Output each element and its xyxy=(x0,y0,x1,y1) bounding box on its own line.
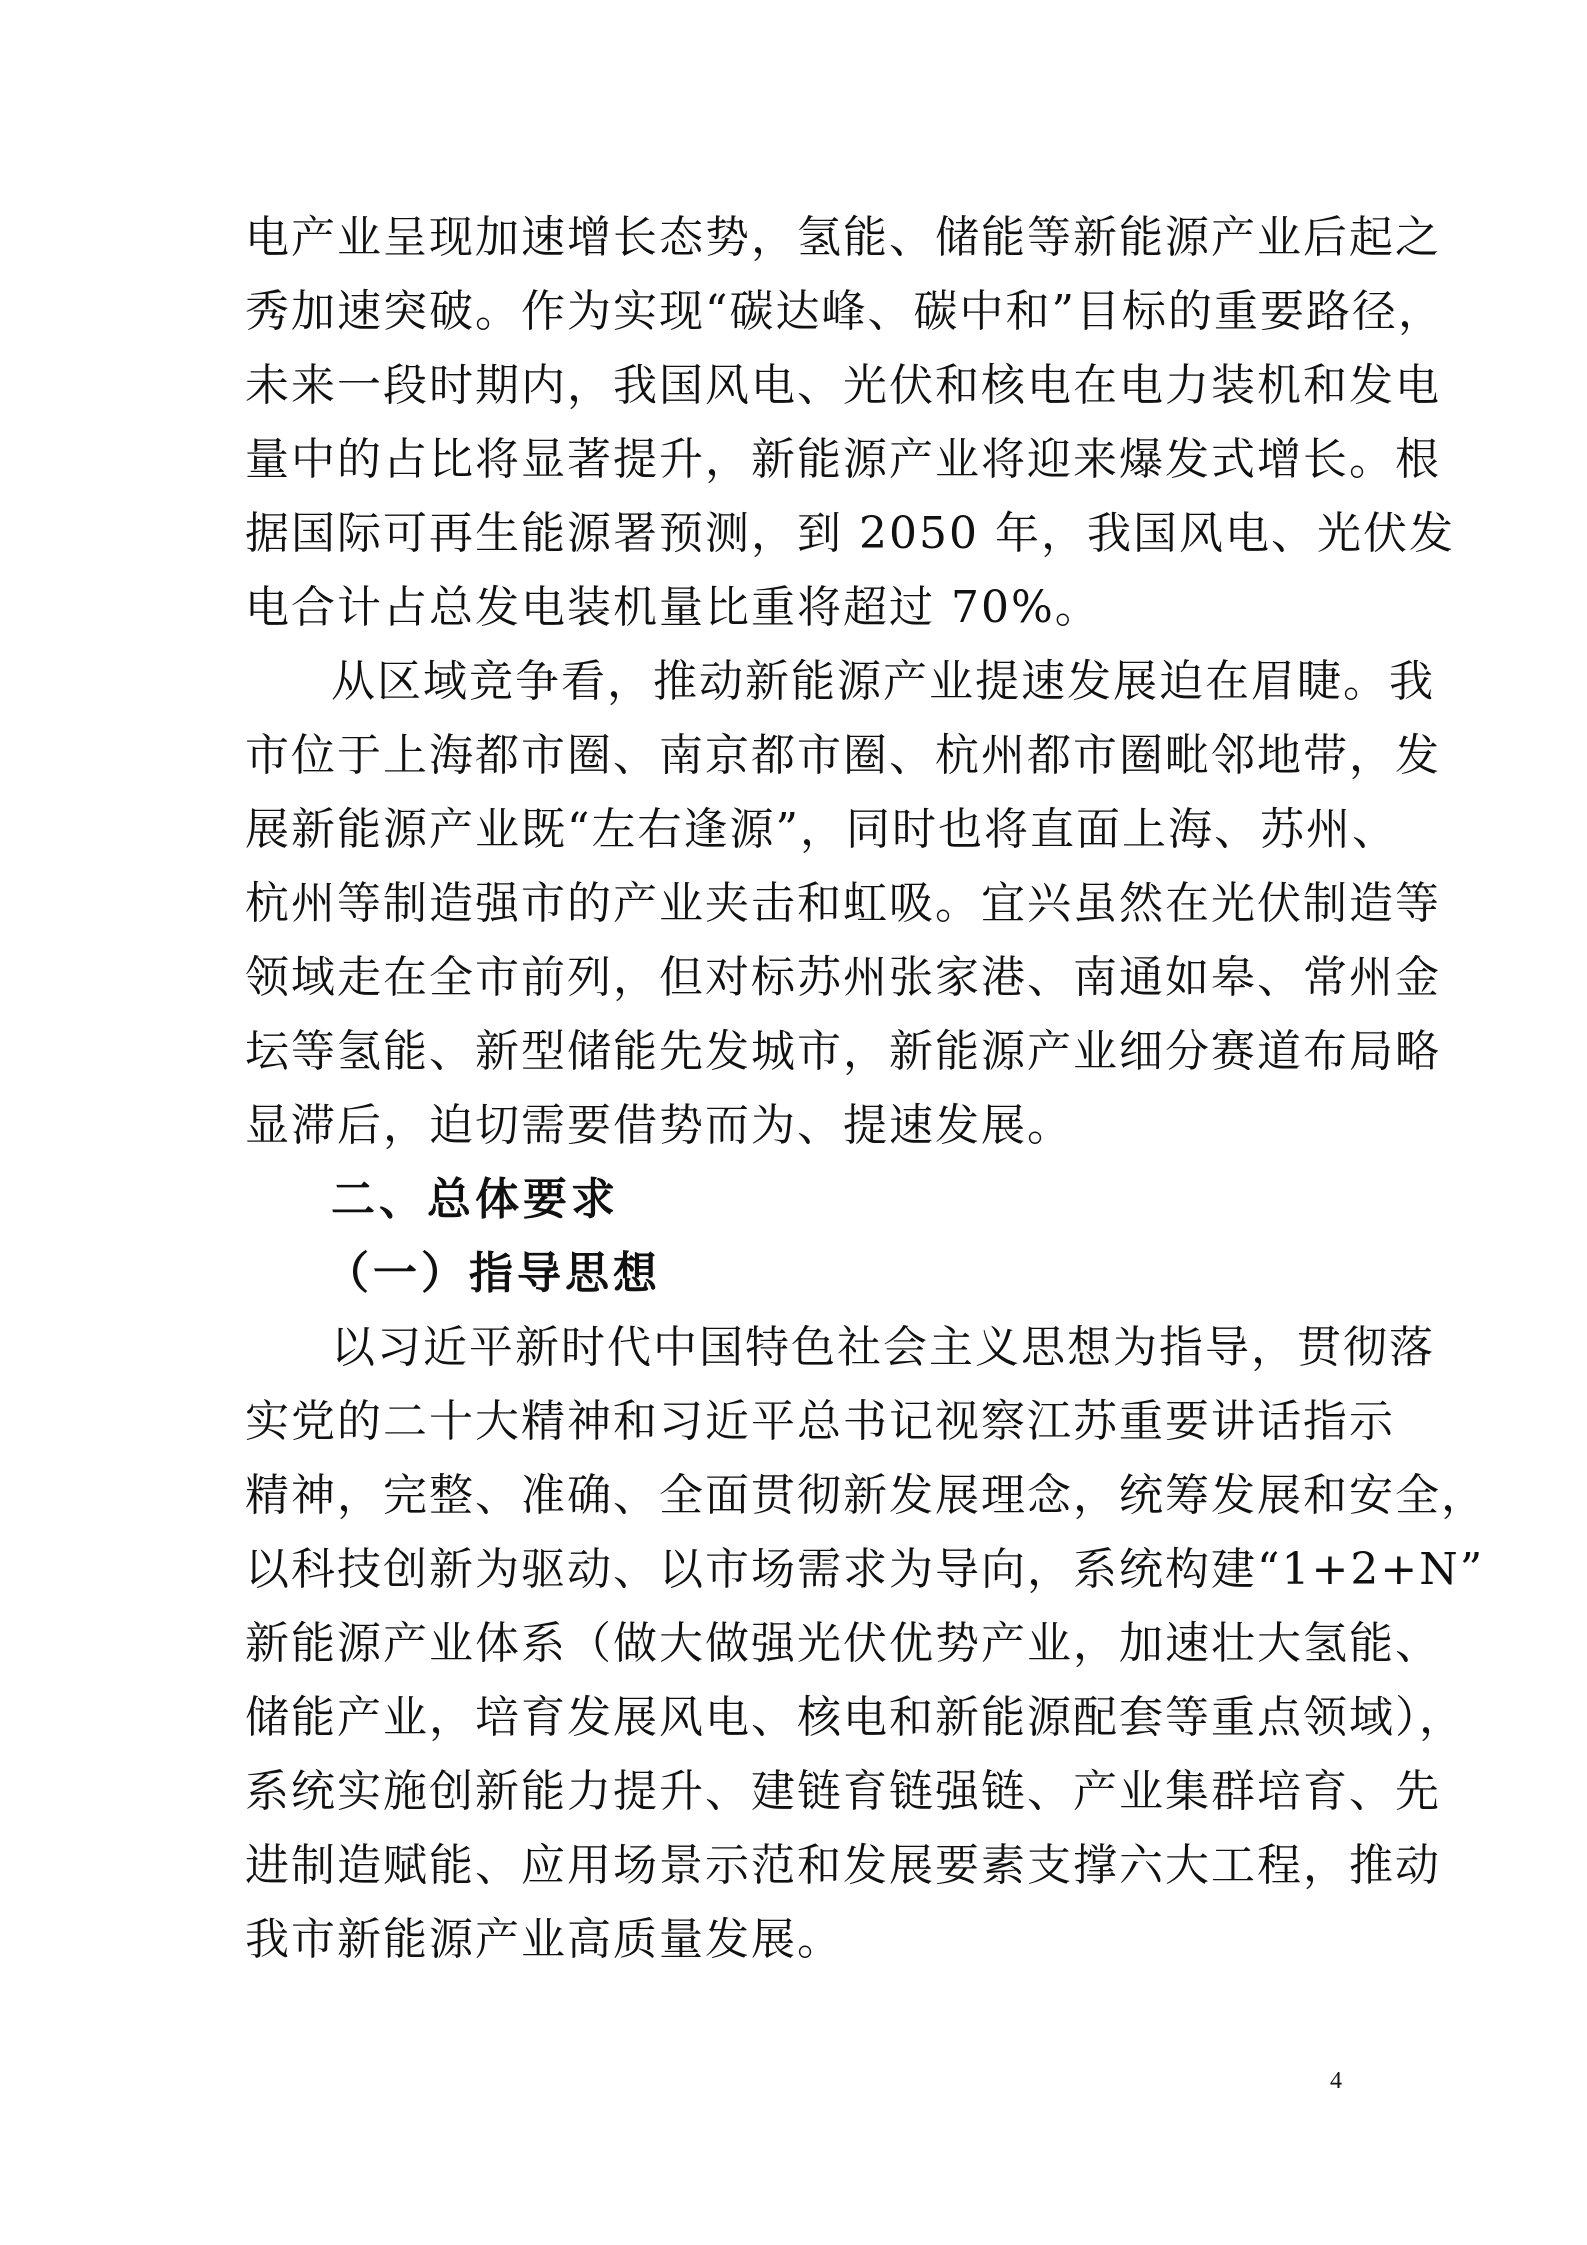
paragraph-line: 电合计占总发电装机量比重将超过 70%。 xyxy=(245,582,1101,633)
subsection-heading: （一）指导思想 xyxy=(325,1248,661,1299)
paragraph-line: 秀加速突破。作为实现“碳达峰、碳中和”目标的重要路径， xyxy=(245,286,1444,337)
paragraph-line: 展新能源产业既“左右逢源”，同时也将直面上海、苏州、 xyxy=(245,804,1398,855)
paragraph-line: 进制造赋能、应用场景示范和发展要素支撑六大工程，推动 xyxy=(245,1840,1441,1891)
paragraph-line: 以习近平新时代中国特色社会主义思想为指导，贯彻落 xyxy=(331,1322,1435,1373)
paragraph-line: 杭州等制造强市的产业夹击和虹吸。宜兴虽然在光伏制造等 xyxy=(245,878,1441,929)
section-heading: 二、总体要求 xyxy=(331,1174,619,1225)
paragraph-line: 实党的二十大精神和习近平总书记视察江苏重要讲话指示 xyxy=(245,1396,1395,1447)
paragraph-line: 量中的占比将显著提升，新能源产业将迎来爆发式增长。根 xyxy=(245,434,1441,485)
paragraph-line: 坛等氢能、新型储能先发城市，新能源产业细分赛道布局略 xyxy=(245,1026,1441,1077)
paragraph-line: 储能产业，培育发展风电、核电和新能源配套等重点领域）， xyxy=(245,1692,1465,1743)
paragraph-line: 系统实施创新能力提升、建链育链强链、产业集群培育、先 xyxy=(245,1766,1441,1817)
page-number: 4 xyxy=(1330,2068,1342,2094)
paragraph-line: 精神，完整、准确、全面贯彻新发展理念，统筹发展和安全， xyxy=(245,1470,1487,1521)
paragraph-line: 电产业呈现加速增长态势，氢能、储能等新能源产业后起之 xyxy=(245,212,1441,263)
paragraph-line: 我市新能源产业高质量发展。 xyxy=(245,1914,843,1965)
paragraph-line: 据国际可再生能源署预测，到 2050 年，我国风电、光伏发 xyxy=(245,508,1455,559)
paragraph-line: 以科技创新为驱动、以市场需求为导向，系统构建“1+2+N” xyxy=(245,1544,1485,1595)
paragraph-line: 领域走在全市前列，但对标苏州张家港、南通如皋、常州金 xyxy=(245,952,1441,1003)
paragraph-line: 市位于上海都市圈、南京都市圈、杭州都市圈毗邻地带，发 xyxy=(245,730,1441,781)
paragraph-line: 未来一段时期内，我国风电、光伏和核电在电力装机和发电 xyxy=(245,360,1441,411)
paragraph-line: 新能源产业体系（做大做强光伏优势产业，加速壮大氢能、 xyxy=(245,1618,1441,1669)
paragraph-line: 显滞后，迫切需要借势而为、提速发展。 xyxy=(245,1100,1073,1151)
paragraph-line: 从区域竞争看，推动新能源产业提速发展迫在眉睫。我 xyxy=(331,656,1435,707)
